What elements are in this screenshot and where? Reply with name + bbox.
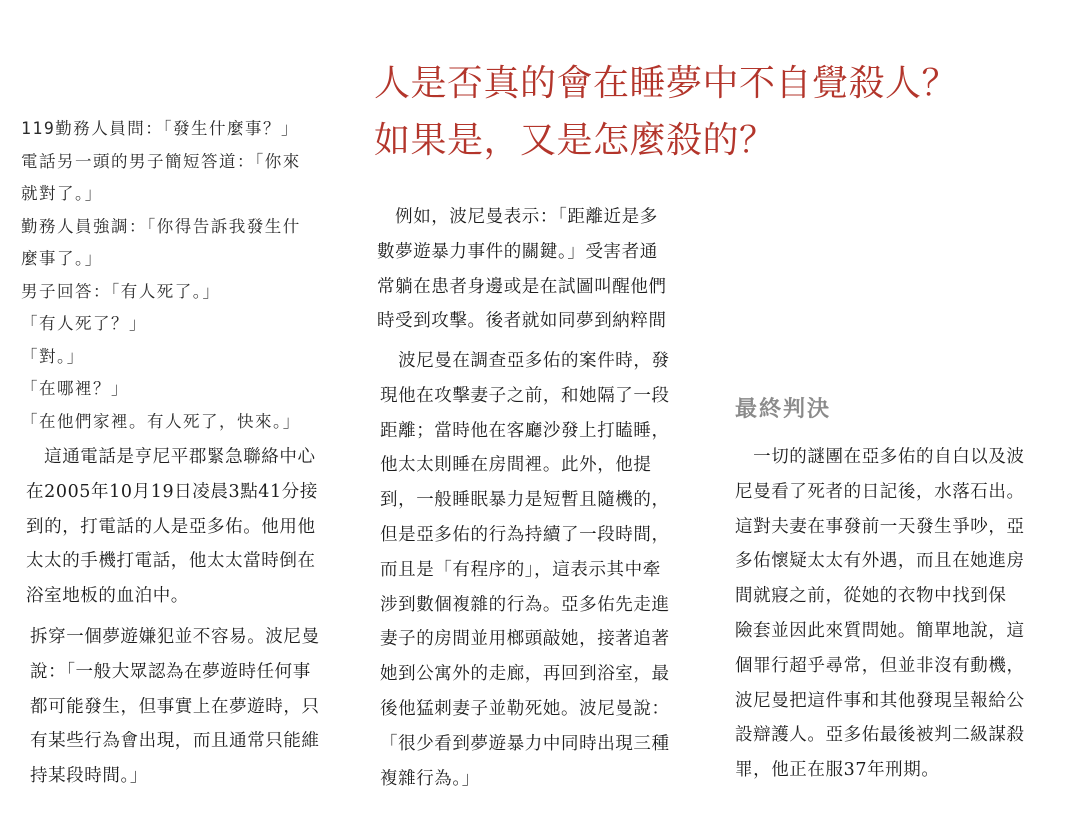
paragraph-line: 後他猛刺妻子並勒死她。波尼曼說： (380, 698, 670, 719)
dialog-line: 「有人死了？」 (21, 314, 147, 333)
dialog-line: 「在哪裡？」 (21, 379, 129, 398)
emergency-call-dialog (21, 113, 351, 438)
paragraph-line: 到，一般睡眠暴力是短暫且隨機的， (380, 490, 670, 511)
dialog-line: 「在他們家裡。有人死了，快來。」 (21, 411, 301, 431)
paragraph-line: 浴室地板的血泊中。 (26, 586, 189, 607)
paragraph-line: 現他在攻擊妻子之前，和她隔了一段 (380, 385, 670, 406)
paragraph-line: 但是亞多佑的行為持續了一段時間， (380, 524, 670, 545)
dialog-line: 勤務人員強調：「你得告訴我發生什 (21, 216, 301, 236)
paragraph-line: 涉到數個複雜的行為。亞多佑先走進 (380, 594, 670, 615)
paragraph-line: 間就寢之前，從她的衣物中找到保 (735, 586, 1007, 607)
dialog-line: 男子回答：「有人死了。」 (21, 281, 221, 301)
paragraph-line: 一切的謎團在亞多佑的自白以及波 (735, 447, 1025, 467)
paragraph-investigation (380, 344, 720, 796)
paragraph-line: 數夢遊暴力事件的關鍵。」受害者通 (377, 241, 658, 262)
paragraph-line: 到的，打電話的人是亞多佑。他用他 (26, 516, 316, 537)
paragraph-line: 這對夫妻在事發前一天發生爭吵，亞 (735, 516, 1025, 537)
paragraph-line: 設辯護人。亞多佑最後被判二級謀殺 (735, 725, 1025, 746)
paragraph-line: 個罪行超乎尋常，但並非沒有動機， (735, 655, 1025, 676)
paragraph-call-record (26, 440, 361, 614)
paragraph-line: 波尼曼在調查亞多佑的案件時，發 (380, 351, 670, 371)
paragraph-line: 「很少看到夢遊暴力中同時出現三種 (380, 733, 670, 754)
dialog-line: 麼事了。」 (21, 249, 103, 268)
paragraph-line: 常躺在患者身邊或是在試圖叫醒他們 (377, 276, 667, 297)
dialog-line: 119勤務人員問：「發生什麼事？」 (21, 119, 300, 138)
headline (374, 55, 1064, 169)
paragraph-line: 多佑懷疑太太有外遇，而且在她進房 (735, 551, 1025, 572)
headline-line-2: 如果是，又是怎麼殺的？ (374, 120, 776, 161)
section-heading-verdict: 最終判決 (735, 397, 832, 422)
paragraph-line: 這通電話是亨尼平郡緊急聯絡中心 (26, 447, 316, 467)
paragraph-line: 例如，波尼曼表示：「距離近是多 (377, 207, 658, 227)
paragraph-exposing-suspect (30, 620, 365, 794)
paragraph-line: 她到公寓外的走廊，再回到浴室，最 (380, 664, 670, 685)
dialog-line: 電話另一頭的男子簡短答道：「你來 (21, 151, 301, 171)
paragraph-line: 持某段時間。」 (30, 766, 148, 787)
paragraph-line: 複雜行為。」 (380, 768, 480, 789)
paragraph-line: 妻子的房間並用榔頭敲她，接著追著 (380, 629, 670, 650)
paragraph-line: 有某些行為會出現，而且通常只能維 (30, 731, 320, 752)
paragraph-line: 罪，他正在服37年刑期。 (735, 760, 940, 781)
paragraph-line: 在2005年10月19日凌晨3點41分接 (26, 481, 318, 502)
paragraph-line: 尼曼看了死者的日記後，水落石出。 (735, 481, 1025, 502)
dialog-line: 「對。」 (21, 346, 85, 366)
paragraph-example (377, 200, 717, 339)
paragraph-line: 拆穿一個夢遊嫌犯並不容易。波尼曼 (30, 627, 320, 647)
paragraph-line: 險套並因此來質問她。簡單地說，這 (735, 620, 1025, 641)
paragraph-line: 距離；當時他在客廳沙發上打瞌睡， (380, 420, 670, 441)
paragraph-line: 而且是「有程序的」，這表示其中牽 (380, 559, 661, 580)
paragraph-verdict (735, 440, 1070, 788)
paragraph-line: 時受到攻擊。後者就如同夢到納粹間 (377, 311, 667, 332)
paragraph-line: 太太的手機打電話，他太太當時倒在 (26, 551, 316, 572)
dialog-line: 就對了。」 (21, 184, 103, 203)
paragraph-line: 他太太則睡在房間裡。此外，他提 (380, 455, 652, 476)
paragraph-line: 都可能發生，但事實上在夢遊時，只 (30, 696, 320, 717)
paragraph-line: 波尼曼把這件事和其他發現呈報給公 (735, 690, 1025, 711)
headline-line-1: 人是否真的會在睡夢中不自覺殺人？ (374, 63, 959, 104)
paragraph-line: 說：「一般大眾認為在夢遊時任何事 (30, 661, 311, 682)
